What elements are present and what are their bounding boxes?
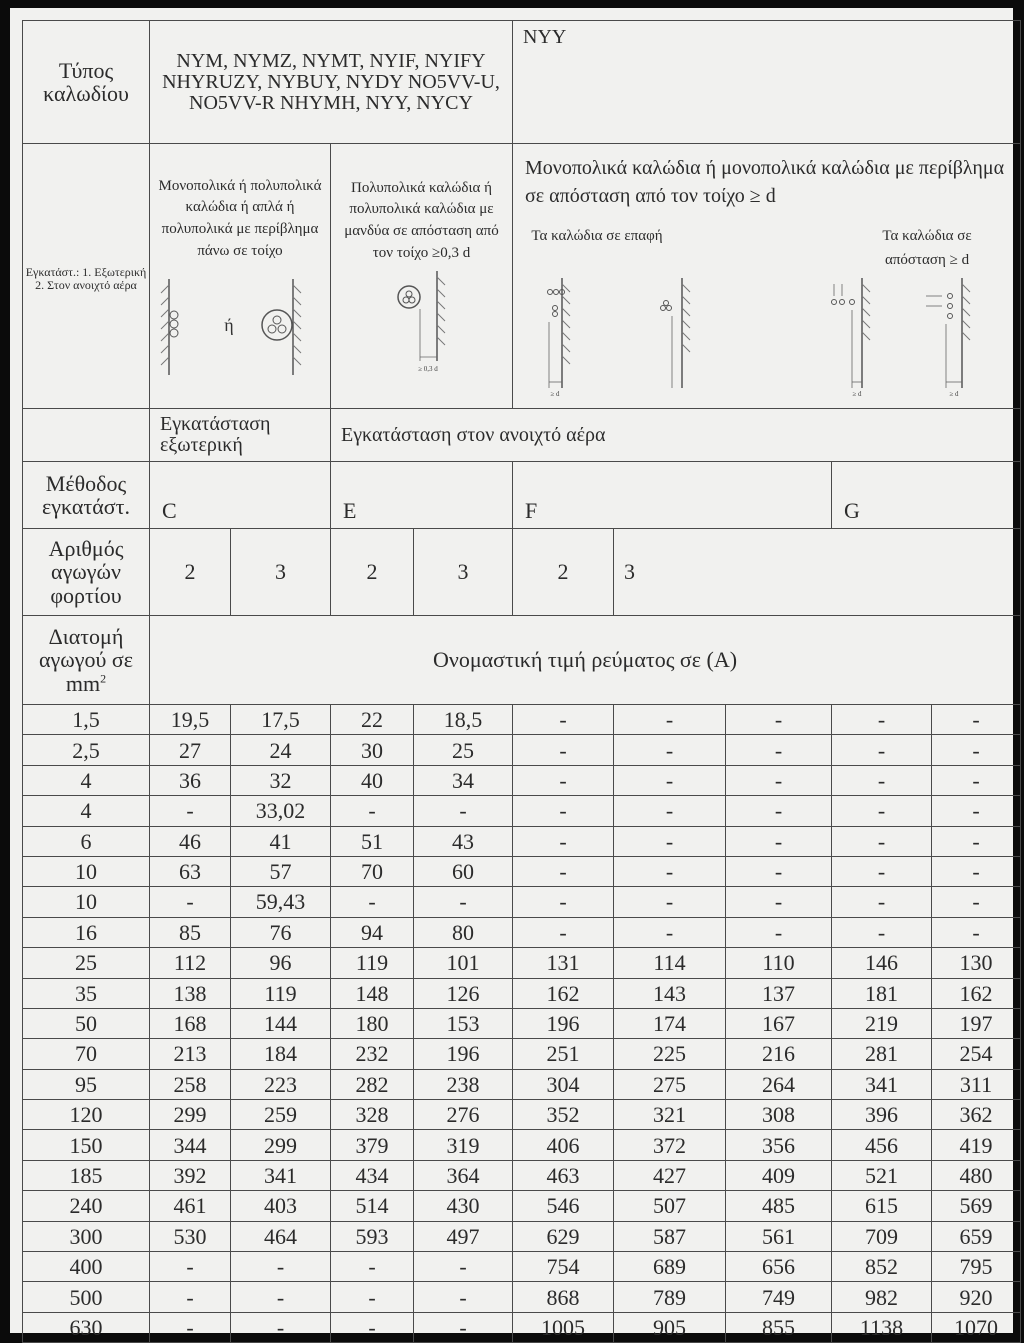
current-value-cell: 852 <box>832 1252 932 1282</box>
current-value-cell: 855 <box>726 1312 832 1342</box>
current-value-cell: 168 <box>150 1008 231 1038</box>
current-value-cell: 341 <box>832 1069 932 1099</box>
current-value-cell: 94 <box>331 917 414 947</box>
current-value-cell: 30 <box>331 735 414 765</box>
current-value-cell: 85 <box>150 917 231 947</box>
current-value-cell: 409 <box>726 1160 832 1190</box>
current-value-cell: 299 <box>150 1100 231 1130</box>
table-row <box>23 1191 1021 1221</box>
installation-f1-dimension: ≥ d <box>549 390 560 398</box>
current-value-cell: - <box>832 917 932 947</box>
spaced-cable-diagram <box>337 269 507 379</box>
current-value-cell: 254 <box>932 1039 1021 1069</box>
current-value-cell: 1005 <box>513 1312 614 1342</box>
cross-section-cell: 6 <box>23 826 150 856</box>
current-value-cell: - <box>932 917 1021 947</box>
current-value-cell: 311 <box>932 1069 1021 1099</box>
current-value-cell: - <box>513 705 614 735</box>
current-value-cell: 282 <box>331 1069 414 1099</box>
installation-fg-text: Μονοπολικά καλώδια ή μονοπολικά καλώδια με περίβλημα σε απόσταση από τον τοίχο ≥ d <box>525 157 1005 207</box>
current-value-cell: - <box>513 826 614 856</box>
current-value-cell: - <box>932 765 1021 795</box>
method-f: F <box>513 462 832 529</box>
current-values-body <box>23 705 1021 1343</box>
current-value-cell: 144 <box>231 1008 331 1038</box>
installation-c-text: Μονοπολικά ή πολυπολικά καλώδια ή απλά ή πολυπολικά με περίβλημα πάνω σε τοίχο <box>158 177 322 259</box>
current-value-cell: 276 <box>414 1100 513 1130</box>
current-value-cell: 379 <box>331 1130 414 1160</box>
current-value-cell: 308 <box>726 1100 832 1130</box>
current-value-cell: 461 <box>150 1191 231 1221</box>
table-row <box>23 1160 1021 1190</box>
open-air-cables-diagram <box>522 272 1012 402</box>
cross-section-cell: 10 <box>23 856 150 886</box>
current-value-cell: - <box>932 705 1021 735</box>
current-value-cell: 456 <box>832 1130 932 1160</box>
current-value-cell: 146 <box>832 948 932 978</box>
cable-type-nyy: NYY <box>513 21 1021 144</box>
current-value-cell: 162 <box>513 978 614 1008</box>
current-value-cell: 1138 <box>832 1312 932 1342</box>
method-e: E <box>331 462 513 529</box>
current-value-cell: 33,02 <box>231 796 331 826</box>
header-row-installation <box>23 144 1021 409</box>
current-value-cell: 749 <box>726 1282 832 1312</box>
installation-fg-cell <box>513 144 1021 409</box>
current-value-cell: 795 <box>932 1252 1021 1282</box>
current-value-cell: 197 <box>932 1008 1021 1038</box>
current-value-cell: - <box>331 1312 414 1342</box>
table-row <box>23 1008 1021 1038</box>
current-value-cell: 223 <box>231 1069 331 1099</box>
current-value-cell: 587 <box>614 1221 726 1251</box>
installation-e-figure <box>333 269 510 379</box>
count-f-3: 3 <box>614 529 1021 616</box>
current-value-cell: 427 <box>614 1160 726 1190</box>
cross-section-cell: 35 <box>23 978 150 1008</box>
current-value-cell: 328 <box>331 1100 414 1130</box>
count-f-2: 2 <box>513 529 614 616</box>
current-value-cell: 281 <box>832 1039 932 1069</box>
installation-c-figure <box>152 271 328 381</box>
current-value-cell: 63 <box>150 856 231 886</box>
table-row <box>23 887 1021 917</box>
table-row <box>23 735 1021 765</box>
current-value-cell: 18,5 <box>414 705 513 735</box>
cable-type-label: Τύπος καλωδίου <box>23 21 150 144</box>
current-value-cell: 25 <box>414 735 513 765</box>
current-value-cell: - <box>150 1252 231 1282</box>
current-value-cell: 143 <box>614 978 726 1008</box>
current-value-cell: - <box>513 917 614 947</box>
current-value-cell: 196 <box>414 1039 513 1069</box>
count-e-2: 2 <box>331 529 414 616</box>
installation-g2-dimension: ≥ d <box>948 390 959 398</box>
current-value-cell: 148 <box>331 978 414 1008</box>
current-value-cell: 275 <box>614 1069 726 1099</box>
current-value-cell: 22 <box>331 705 414 735</box>
installation-f-caption: Τα καλώδια σε επαφή <box>531 228 663 244</box>
current-value-cell: 507 <box>614 1191 726 1221</box>
current-value-cell: - <box>832 705 932 735</box>
current-value-cell: - <box>150 1312 231 1342</box>
cross-section-cell: 630 <box>23 1312 150 1342</box>
current-value-cell: 546 <box>513 1191 614 1221</box>
section-label <box>23 616 150 705</box>
current-value-cell: 304 <box>513 1069 614 1099</box>
current-value-cell: 789 <box>614 1282 726 1312</box>
rated-current-label: Ονομαστική τιμή ρεύματος σε (A) <box>150 616 1021 705</box>
current-value-cell: 319 <box>414 1130 513 1160</box>
current-value-cell: 656 <box>726 1252 832 1282</box>
current-value-cell: 126 <box>414 978 513 1008</box>
current-value-cell: 167 <box>726 1008 832 1038</box>
cross-section-cell: 25 <box>23 948 150 978</box>
current-value-cell: 119 <box>331 948 414 978</box>
current-value-cell: 110 <box>726 948 832 978</box>
current-value-cell: 181 <box>832 978 932 1008</box>
conductor-count-label: Αριθμός αγωγών φορτίου <box>23 529 150 616</box>
current-value-cell: - <box>932 826 1021 856</box>
installation-e-dimension: ≥ 0,3 d <box>417 364 438 373</box>
header-row-conductor-count <box>23 529 1021 616</box>
current-value-cell: 868 <box>513 1282 614 1312</box>
location-empty-cell <box>23 409 150 462</box>
current-value-cell: - <box>832 735 932 765</box>
table-row <box>23 705 1021 735</box>
current-value-cell: 430 <box>414 1191 513 1221</box>
current-value-cell: - <box>726 887 832 917</box>
current-value-cell: - <box>614 705 726 735</box>
table-row <box>23 796 1021 826</box>
current-value-cell: - <box>614 735 726 765</box>
current-value-cell: 40 <box>331 765 414 795</box>
current-value-cell: 153 <box>414 1008 513 1038</box>
cross-section-cell: 4 <box>23 765 150 795</box>
installation-g-caption: Τα καλώδια σε απόσταση ≥ d <box>882 228 972 268</box>
current-value-cell: - <box>726 796 832 826</box>
current-value-cell: 299 <box>231 1130 331 1160</box>
current-value-cell: 24 <box>231 735 331 765</box>
current-value-cell: 629 <box>513 1221 614 1251</box>
current-value-cell: - <box>932 796 1021 826</box>
current-value-cell: - <box>231 1282 331 1312</box>
document-page <box>10 8 1013 1340</box>
cross-section-cell: 95 <box>23 1069 150 1099</box>
current-value-cell: 406 <box>513 1130 614 1160</box>
current-value-cell: 57 <box>231 856 331 886</box>
table-row <box>23 948 1021 978</box>
current-value-cell: - <box>513 765 614 795</box>
current-value-cell: 434 <box>331 1160 414 1190</box>
current-value-cell: 60 <box>414 856 513 886</box>
current-value-cell: - <box>414 1252 513 1282</box>
current-value-cell: 396 <box>832 1100 932 1130</box>
current-value-cell: 372 <box>614 1130 726 1160</box>
table-row <box>23 1100 1021 1130</box>
current-value-cell: 70 <box>331 856 414 886</box>
current-value-cell: - <box>231 1312 331 1342</box>
current-value-cell: 27 <box>150 735 231 765</box>
current-value-cell: 480 <box>932 1160 1021 1190</box>
current-value-cell: - <box>932 856 1021 886</box>
current-value-cell: - <box>614 765 726 795</box>
current-value-cell: 530 <box>150 1221 231 1251</box>
current-value-cell: 1070 <box>932 1312 1021 1342</box>
table-row <box>23 1312 1021 1342</box>
current-value-cell: - <box>726 735 832 765</box>
table-row <box>23 1130 1021 1160</box>
current-value-cell: - <box>726 705 832 735</box>
count-c-2: 2 <box>150 529 231 616</box>
current-value-cell: - <box>726 765 832 795</box>
header-row-method <box>23 462 1021 529</box>
current-value-cell: 341 <box>231 1160 331 1190</box>
cross-section-cell: 400 <box>23 1252 150 1282</box>
current-value-cell: 463 <box>513 1160 614 1190</box>
current-value-cell: 180 <box>331 1008 414 1038</box>
table-row <box>23 765 1021 795</box>
location-external: Εγκατάσταση εξωτερική <box>150 409 331 462</box>
current-value-cell: 264 <box>726 1069 832 1099</box>
current-value-cell: 364 <box>414 1160 513 1190</box>
current-value-cell: - <box>726 856 832 886</box>
current-value-cell: - <box>331 1252 414 1282</box>
current-value-cell: - <box>513 735 614 765</box>
current-value-cell: 251 <box>513 1039 614 1069</box>
current-value-cell: 259 <box>231 1100 331 1130</box>
current-value-cell: - <box>726 826 832 856</box>
cable-type-list: NYM, NYMZ, NYMT, NYIF, NYIFY NHYRUZY, NYBUY, NYDY NO5VV-U, NO5VV-R NHYMH, NYY, NYCY <box>150 21 513 144</box>
current-value-cell: - <box>331 1282 414 1312</box>
current-value-cell: 392 <box>150 1160 231 1190</box>
current-value-cell: 112 <box>150 948 231 978</box>
current-value-cell: 593 <box>331 1221 414 1251</box>
current-value-cell: 920 <box>932 1282 1021 1312</box>
current-value-cell: 689 <box>614 1252 726 1282</box>
current-value-cell: 51 <box>331 826 414 856</box>
current-value-cell: 514 <box>331 1191 414 1221</box>
cross-section-cell: 240 <box>23 1191 150 1221</box>
installation-g1-dimension: ≥ d <box>851 390 862 398</box>
cross-section-cell: 50 <box>23 1008 150 1038</box>
current-value-cell: 403 <box>231 1191 331 1221</box>
method-g: G <box>832 462 1021 529</box>
current-value-cell: - <box>150 796 231 826</box>
installation-fg-figure <box>515 272 1018 402</box>
current-value-cell: - <box>832 826 932 856</box>
current-value-cell: - <box>832 887 932 917</box>
cross-section-cell: 150 <box>23 1130 150 1160</box>
location-open-air: Εγκατάσταση στον ανοιχτό αέρα <box>331 409 1021 462</box>
table-row <box>23 1221 1021 1251</box>
cross-section-cell: 185 <box>23 1160 150 1190</box>
current-value-cell: 130 <box>932 948 1021 978</box>
current-value-cell: - <box>932 887 1021 917</box>
table-row <box>23 1039 1021 1069</box>
current-value-cell: 32 <box>231 765 331 795</box>
current-value-cell: - <box>414 796 513 826</box>
current-value-cell: 615 <box>832 1191 932 1221</box>
current-value-cell: 17,5 <box>231 705 331 735</box>
installation-label: Εγκατάστ.: 1. Εξωτερική 2. Στον ανοιχτό αέρα <box>23 144 150 409</box>
current-value-cell: 905 <box>614 1312 726 1342</box>
table-row <box>23 1252 1021 1282</box>
current-value-cell: 76 <box>231 917 331 947</box>
header-row-cable-type <box>23 21 1021 144</box>
current-value-cell: - <box>614 887 726 917</box>
cross-section-cell: 120 <box>23 1100 150 1130</box>
current-value-cell: - <box>231 1252 331 1282</box>
current-value-cell: - <box>414 1282 513 1312</box>
current-value-cell: 561 <box>726 1221 832 1251</box>
current-value-cell: - <box>726 917 832 947</box>
cross-section-cell: 70 <box>23 1039 150 1069</box>
current-value-cell: - <box>832 796 932 826</box>
current-value-cell: 114 <box>614 948 726 978</box>
current-value-cell: - <box>832 856 932 886</box>
cross-section-cell: 2,5 <box>23 735 150 765</box>
cross-section-cell: 500 <box>23 1282 150 1312</box>
current-value-cell: 184 <box>231 1039 331 1069</box>
current-value-cell: - <box>331 796 414 826</box>
method-c: C <box>150 462 331 529</box>
cross-section-cell: 1,5 <box>23 705 150 735</box>
current-value-cell: 709 <box>832 1221 932 1251</box>
current-value-cell: - <box>513 796 614 826</box>
installation-c-cell <box>150 144 331 409</box>
current-value-cell: - <box>614 856 726 886</box>
current-value-cell: 419 <box>932 1130 1021 1160</box>
current-value-cell: 352 <box>513 1100 614 1130</box>
current-value-cell: 41 <box>231 826 331 856</box>
current-value-cell: 138 <box>150 978 231 1008</box>
current-value-cell: - <box>832 765 932 795</box>
current-value-cell: - <box>513 856 614 886</box>
current-value-cell: 321 <box>614 1100 726 1130</box>
current-value-cell: 162 <box>932 978 1021 1008</box>
current-value-cell: 659 <box>932 1221 1021 1251</box>
table-row <box>23 856 1021 886</box>
cross-section-cell: 10 <box>23 887 150 917</box>
current-value-cell: - <box>331 887 414 917</box>
count-c-3: 3 <box>231 529 331 616</box>
current-value-cell: 521 <box>832 1160 932 1190</box>
section-label-text: Διατομή αγωγού σε mm <box>39 624 133 696</box>
current-value-cell: 131 <box>513 948 614 978</box>
installation-e-cell <box>331 144 513 409</box>
current-value-cell: 362 <box>932 1100 1021 1130</box>
current-value-cell: 258 <box>150 1069 231 1099</box>
current-value-cell: 569 <box>932 1191 1021 1221</box>
current-value-cell: - <box>513 887 614 917</box>
current-value-cell: 196 <box>513 1008 614 1038</box>
header-row-location <box>23 409 1021 462</box>
count-e-3: 3 <box>414 529 513 616</box>
current-value-cell: 96 <box>231 948 331 978</box>
current-value-cell: 485 <box>726 1191 832 1221</box>
cross-section-cell: 16 <box>23 917 150 947</box>
table-row <box>23 978 1021 1008</box>
current-value-cell: - <box>414 887 513 917</box>
current-value-cell: 174 <box>614 1008 726 1038</box>
current-value-cell: 36 <box>150 765 231 795</box>
cross-section-cell: 4 <box>23 796 150 826</box>
current-value-cell: 238 <box>414 1069 513 1099</box>
current-value-cell: 101 <box>414 948 513 978</box>
current-value-cell: - <box>614 826 726 856</box>
current-value-cell: 982 <box>832 1282 932 1312</box>
current-value-cell: 219 <box>832 1008 932 1038</box>
current-value-cell: - <box>150 1282 231 1312</box>
current-value-cell: 19,5 <box>150 705 231 735</box>
cable-current-table <box>22 20 1021 1343</box>
table-row <box>23 917 1021 947</box>
current-value-cell: 497 <box>414 1221 513 1251</box>
current-value-cell: - <box>414 1312 513 1342</box>
current-value-cell: 464 <box>231 1221 331 1251</box>
current-value-cell: 225 <box>614 1039 726 1069</box>
current-value-cell: 43 <box>414 826 513 856</box>
current-value-cell: 232 <box>331 1039 414 1069</box>
table-row <box>23 826 1021 856</box>
current-value-cell: 34 <box>414 765 513 795</box>
current-value-cell: - <box>614 917 726 947</box>
current-value-cell: 213 <box>150 1039 231 1069</box>
current-value-cell: 59,43 <box>231 887 331 917</box>
table-row <box>23 1282 1021 1312</box>
current-value-cell: 344 <box>150 1130 231 1160</box>
current-value-cell: 80 <box>414 917 513 947</box>
table-row <box>23 1069 1021 1099</box>
cross-section-cell: 300 <box>23 1221 150 1251</box>
section-label-superscript: 2 <box>100 671 107 686</box>
installation-e-text: Πολυπολικά καλώδια ή πολυπολικά καλώδια με μανδύα σε απόσταση από τον τοίχο ≥0,3 d <box>344 179 499 261</box>
current-value-cell: - <box>150 887 231 917</box>
current-value-cell: - <box>932 735 1021 765</box>
current-value-cell: 137 <box>726 978 832 1008</box>
current-value-cell: 46 <box>150 826 231 856</box>
method-label: Μέθοδος εγκατάστ. <box>23 462 150 529</box>
current-value-cell: 754 <box>513 1252 614 1282</box>
current-value-cell: 216 <box>726 1039 832 1069</box>
wall-mounted-cables-diagram <box>155 271 325 381</box>
current-value-cell: 356 <box>726 1130 832 1160</box>
header-row-section <box>23 616 1021 705</box>
current-value-cell: - <box>614 796 726 826</box>
installation-c-or: ή <box>224 314 234 335</box>
current-value-cell: 119 <box>231 978 331 1008</box>
